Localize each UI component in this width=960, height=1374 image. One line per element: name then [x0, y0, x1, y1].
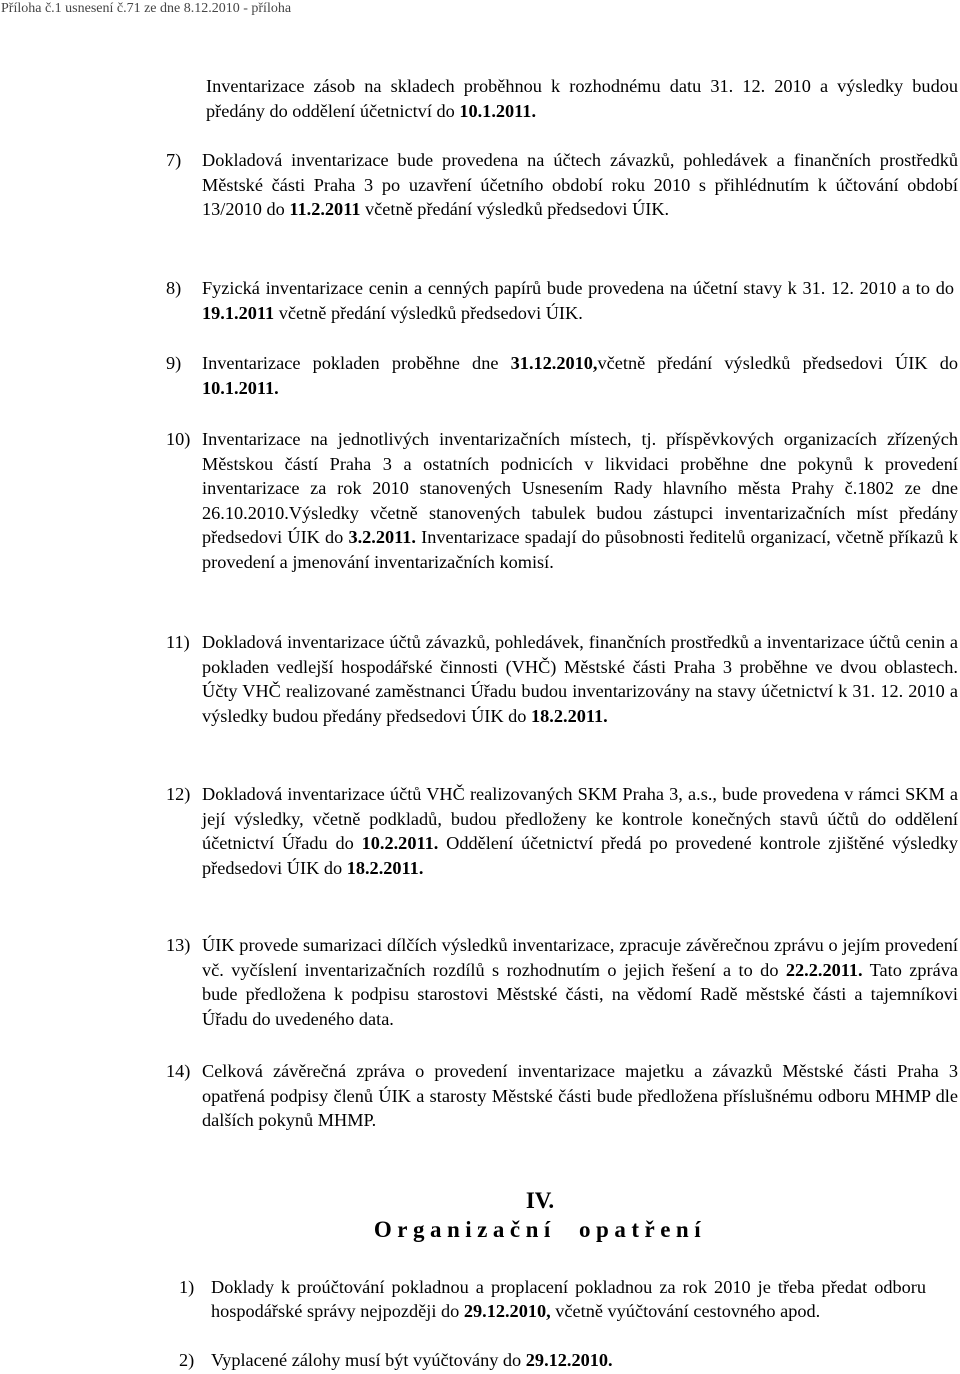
list-item	[202, 630, 958, 728]
item-date: 10.1.2011.	[202, 377, 279, 398]
item-date: 18.2.2011.	[346, 857, 424, 878]
item-text: Tato zpráva bude předložena k podpisu starostovi Městské části, na vědomí Radě městské části a tajemníkovi Úřadu do uvedeného data.	[202, 959, 959, 1029]
subitem-date: 29.12.2010.	[525, 1350, 613, 1370]
item-number: 11)	[166, 632, 190, 652]
intro-paragraph	[206, 74, 958, 123]
section-number: IV.	[525, 1188, 555, 1213]
item-date: 10.2.2011.	[361, 833, 439, 853]
intro-date: 10.1.2011.	[459, 100, 537, 121]
subitem	[211, 1348, 926, 1372]
item-number: 12)	[166, 784, 191, 804]
intro-text: Inventarizace zásob na skladech proběhnou k rozhodnému datu 31. 12. 2010 a výsledky budou předány do oddělení účetnictví do	[206, 76, 958, 121]
item-text: Dokladová inventarizace účtů VHČ realizovaných SKM Praha 3, a.s., bude provedena v rámci SKM a její výsledky, včetně podkladů, budou předloženy ke kontrole konečných stavů účtů do oddělení účetnictví Úřadu do	[202, 784, 958, 853]
item-date: 18.2.2011.	[531, 705, 608, 726]
subitem-text: Vyplacené zálohy musí být vyúčtovány do	[211, 1350, 526, 1370]
subitem	[211, 1275, 926, 1323]
list-item	[202, 933, 958, 1031]
item-date: 31.12.2010,	[510, 353, 598, 373]
item-text: včetně předání výsledků předsedovi ÚIK.	[274, 302, 583, 323]
item-text: Oddělení účetnictví předá po provedené kontrole zjištěné výsledky předsedovi ÚIK do	[202, 833, 958, 878]
item-text: Inventarizace spadají do působnosti ředitelů organizací, včetně příkazů k provedení a jmenování inventarizačních komisí.	[202, 527, 958, 572]
subitem-date: 29.12.2010,	[463, 1301, 551, 1321]
section-title: Organizační opatření	[373, 1217, 707, 1242]
item-text: včetně předání výsledků předsedovi ÚIK do	[597, 353, 958, 373]
item-text: Inventarizace na jednotlivých inventarizačních místech, tj. příspěvkových organizacích zřízených Městskou částí Praha 3 a ostatních podnicích v likvidaci proběhne dne pokynů k provedení inventarizace za rok 2010 stanovených Usnesením Rady hlavního města Prahy č.1802 ze dne 26.10.2010.Výsledky včetně stanovených tabulek budou zástupci inventarizačních míst předány předsedovi ÚIK do	[202, 429, 958, 547]
subitem-text: Doklady k proúčtování pokladnou a proplacení pokladnou za rok 2010 je třeba předat odboru hospodářské správy nejpozději do	[211, 1277, 926, 1321]
item-number: 8)	[166, 278, 182, 298]
subitem-text: včetně vyúčtování cestovného apod.	[550, 1301, 821, 1321]
item-number: 9)	[166, 353, 182, 373]
item-date: 19.1.2011	[202, 302, 275, 323]
item-date: 3.2.2011.	[348, 527, 416, 547]
item-number: 14)	[166, 1061, 191, 1081]
item-date: 11.2.2011	[289, 199, 361, 219]
item-text: ÚIK provede sumarizaci dílčích výsledků inventarizace, zpracuje závěrečnou zprávu o jejím provedení vč. vyčíslení inventarizačních rozdílů s rozhodnutím o jejich řešení a to do	[202, 935, 958, 980]
list-item	[202, 148, 958, 222]
item-text: Fyzická inventarizace cenin a cenných papírů bude provedena na účetní stavy k 31. 12. 2010 a to do	[202, 278, 954, 298]
item-date: 22.2.2011.	[785, 959, 863, 980]
item-number: 13)	[166, 935, 191, 955]
item-text: Inventarizace pokladen proběhne dne	[202, 353, 511, 373]
document-header: Příloha č.1 usnesení č.71 ze dne 8.12.2010 - příloha	[1, 1, 292, 16]
list-item	[202, 427, 958, 574]
list-item	[202, 351, 958, 400]
list-item	[202, 276, 954, 325]
list-item	[202, 1059, 958, 1133]
item-text: včetně předání výsledků předsedovi ÚIK.	[360, 199, 670, 219]
item-text: Dokladová inventarizace bude provedena na účtech závazků, pohledávek a finančních prostředků Městské části Praha 3 po uzavření účetního období roku 2010 s přihlédnutím k účtování období 13/2010 do	[202, 150, 958, 219]
subitem-number: 1)	[179, 1277, 195, 1297]
item-number: 7)	[166, 150, 182, 170]
list-item	[202, 782, 958, 880]
subitem-number: 2)	[179, 1350, 195, 1370]
item-number: 10)	[166, 429, 191, 449]
item-text: Celková závěrečná zpráva o provedení inventarizace majetku a závazků Městské části Praha 3 opatřená podpisy členů ÚIK a starosty Městské části bude předložena příslušnému odboru MHMP dle dalších pokynů MHMP.	[202, 1061, 958, 1130]
item-text: Dokladová inventarizace účtů závazků, pohledávek, finančních prostředků a inventarizace účtů cenin a pokladen vedlejší hospodářské činnosti (VHČ) Městské části Praha 3 proběhne ve dvou oblastech. Účty VHČ realizované zaměstnanci Úřadu budou inventarizovány na stavy účetnictví k 31. 12. 2010 a výsledky budou předány předsedovi ÚIK do	[202, 632, 958, 726]
